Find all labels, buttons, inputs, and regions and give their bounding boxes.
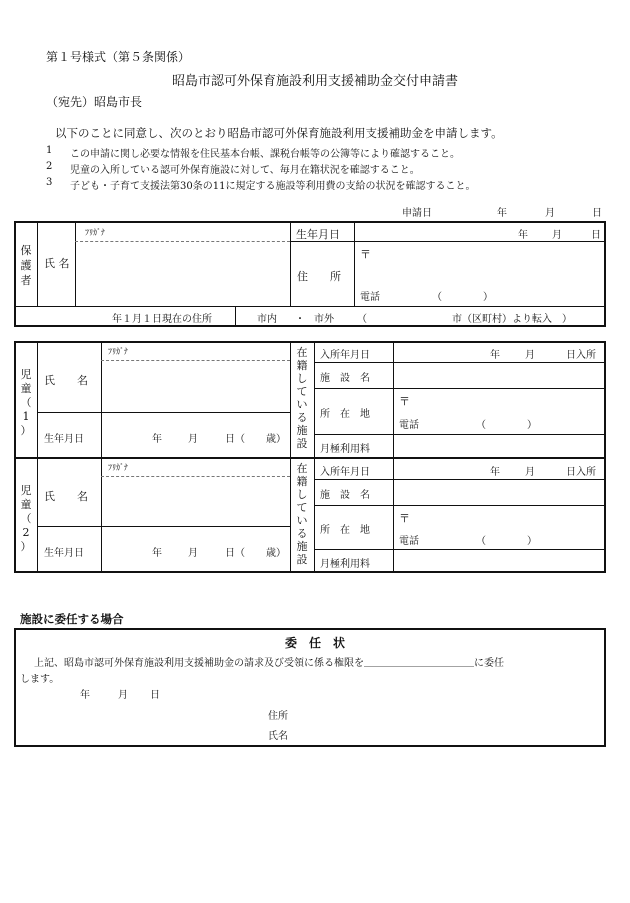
child-1-entry-month: 月 xyxy=(525,350,535,361)
child-1-dob-label: 生年月日 xyxy=(44,434,84,445)
child-2-entry-date-label: 入所年月日 xyxy=(320,467,370,478)
child-1-facility-group-label: 在 籍 し て い る 施 設 xyxy=(296,346,308,450)
child-2-postal-mark: 〒 xyxy=(399,512,410,525)
child-2-dob-age: 歳） xyxy=(266,548,286,559)
form-title: 昭島市認可外保育施設利用支援補助金交付申請書 xyxy=(171,74,458,89)
child-2-entry-day: 日入所 xyxy=(566,467,596,478)
child-2-dob-month: 月 xyxy=(188,548,198,559)
guardian-phone-label: 電話 xyxy=(360,292,380,303)
consent-item-3-num: 3 xyxy=(46,177,53,188)
child-2-section-label: 児 童 （ 2 ） xyxy=(20,484,32,553)
guardian-name-label: 氏 名 xyxy=(44,257,70,270)
child-1-entry-date-label: 入所年月日 xyxy=(320,350,370,361)
child-1-facility-name-label: 施 設 名 xyxy=(320,373,370,384)
child-2-location-label: 所 在 地 xyxy=(320,525,370,536)
delegation-body-line1: 上記、昭島市認可外保育施設利用支援補助金の請求及び受領に係る権限を＿＿＿＿＿＿＿＿＿＿＿に委任 xyxy=(34,658,504,669)
guardian-dob-year: 年 xyxy=(518,230,528,241)
child-1-entry-day: 日入所 xyxy=(566,350,596,361)
child-1-postal-mark: 〒 xyxy=(399,395,410,408)
guardian-phone-paren-open: （ xyxy=(432,292,442,303)
application-date-year: 年 xyxy=(497,208,507,219)
guardian-dob-day: 日 xyxy=(591,230,601,241)
child-2-dob-day: 日（ xyxy=(225,548,245,559)
consent-item-2-num: 2 xyxy=(46,161,53,172)
child-2-dob-year: 年 xyxy=(152,548,162,559)
guardian-address-label: 住 所 xyxy=(297,270,341,283)
child-1-dob-day: 日（ xyxy=(225,434,245,445)
guardian-dob-month: 月 xyxy=(552,230,562,241)
consent-item-2: 児童の入所している認可外保育施設に対して、毎月在籍状況を確認すること。 xyxy=(70,165,420,176)
addressee: （宛先）昭島市長 xyxy=(46,95,143,109)
child-1-section-label: 児 童 （ 1 ） xyxy=(20,368,32,437)
child-1-dob-year: 年 xyxy=(152,434,162,445)
form-number: 第１号様式（第５条関係） xyxy=(46,50,191,64)
guardian-section-label: 保 護 者 xyxy=(20,244,32,287)
option-separator: ・ xyxy=(295,314,305,325)
delegation-address-label: 住所 xyxy=(268,711,288,722)
delegation-heading: 施設に委任する場合 xyxy=(20,612,124,626)
child-1-name-label: 氏 名 xyxy=(44,374,88,387)
child-1-phone-paren-close: ） xyxy=(527,420,537,431)
child-2-phone-paren-open: （ xyxy=(476,536,486,547)
child-1-dob-month: 月 xyxy=(188,434,198,445)
child-1-furigana-label: ﾌﾘｶﾞﾅ xyxy=(108,347,128,356)
application-date-day: 日 xyxy=(592,208,602,219)
delegation-body-line2: します。 xyxy=(20,674,60,685)
delegation-month: 月 xyxy=(118,690,128,701)
child-1-phone-label: 電話 xyxy=(399,420,419,431)
child-2-dob-label: 生年月日 xyxy=(44,548,84,559)
child-2-entry-year: 年 xyxy=(490,467,500,478)
delegation-year: 年 xyxy=(80,690,90,701)
child-2-furigana-label: ﾌﾘｶﾞﾅ xyxy=(108,463,128,472)
out-city-option[interactable]: 市外 xyxy=(314,314,334,325)
child-2-facility-name-label: 施 設 名 xyxy=(320,490,370,501)
jan1-address-label: 年１月１日現在の住所 xyxy=(112,314,212,325)
transfer-paren-open: （ xyxy=(357,314,367,325)
child-2-entry-month: 月 xyxy=(525,467,535,478)
application-date-month: 月 xyxy=(545,208,555,219)
child-1-entry-year: 年 xyxy=(490,350,500,361)
child-2-phone-paren-close: ） xyxy=(527,536,537,547)
child-1-phone-paren-open: （ xyxy=(476,420,486,431)
child-2-facility-group-label: 在 籍 し て い る 施 設 xyxy=(296,462,308,566)
child-2-monthly-fee-label: 月極利用料 xyxy=(320,559,370,570)
delegation-title: 委 任 状 xyxy=(284,636,345,650)
delegation-day: 日 xyxy=(150,690,160,701)
in-city-option[interactable]: 市内 xyxy=(257,314,277,325)
application-date-label: 申請日 xyxy=(402,208,432,219)
child-1-monthly-fee-label: 月極利用料 xyxy=(320,444,370,455)
guardian-phone-paren-close: ） xyxy=(483,292,493,303)
consent-intro: 以下のことに同意し、次のとおり昭島市認可外保育施設利用支援補助金を申請します。 xyxy=(55,126,503,140)
delegation-name-label: 氏名 xyxy=(268,731,288,742)
guardian-furigana-label: ﾌﾘｶﾞﾅ xyxy=(85,228,105,237)
consent-item-1-num: 1 xyxy=(46,145,53,156)
child-1-dob-age: 歳） xyxy=(266,434,286,445)
guardian-postal-mark: 〒 xyxy=(360,248,371,261)
child-1-location-label: 所 在 地 xyxy=(320,409,370,420)
guardian-dob-label: 生年月日 xyxy=(296,228,340,241)
child-2-name-label: 氏 名 xyxy=(44,490,88,503)
consent-item-3: 子ども・子育て支援法第30条の11に規定する施設等利用費の支給の状況を確認すること。 xyxy=(70,181,476,192)
consent-item-1: この申請に関し必要な情報を住民基本台帳、課税台帳等の公簿等により確認すること。 xyxy=(70,149,460,160)
child-2-phone-label: 電話 xyxy=(399,536,419,547)
transfer-text: 市（区町村）より転入 ） xyxy=(452,314,572,325)
